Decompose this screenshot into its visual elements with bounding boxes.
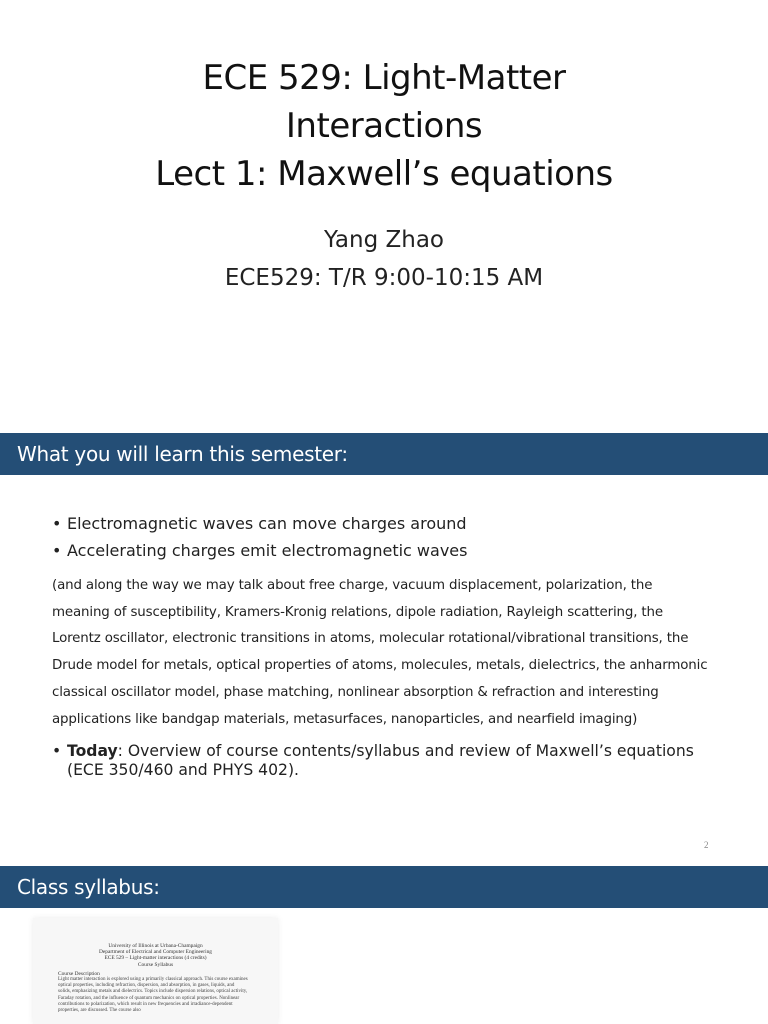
bullet-text: • Electromagnetic waves can move charges around — [52, 514, 732, 534]
today-label: Today — [67, 742, 118, 760]
slide-banner-learn: What you will learn this semester: — [0, 433, 768, 475]
topics-paragraph: (and along the way we may talk about free charge, vacuum displacement, polarization, the meaning of susceptibility, Kramers-Kronig relations, dipole radiation, Rayleigh scattering, the Lorentz oscillator, electronic transitions in atoms, molecular rotational/vibrational transitions, the Drude model for metals, optical properties of atoms, molecules, metals, dielectrics, the anharmonic classical oscillator model, phase matching, nonlinear absorption & refraction and interesting applications like bandgap materials, metasurfaces, nanoparticles, and nearfield imaging) — [52, 578, 708, 727]
today-bullet-text — [52, 742, 732, 780]
syllabus-header-line: Department of Electrical and Computer Engineering — [98, 949, 212, 956]
class-schedule: ECE529: T/R 9:00-10:15 AM — [224, 265, 544, 291]
title-line-2: Interactions — [285, 106, 483, 146]
syllabus-description-title: Course Description — [58, 970, 100, 977]
page-number: 2 — [704, 840, 709, 850]
title-line-3: Lect 1: Maxwell’s equations — [155, 154, 613, 194]
title-line-1: ECE 529: Light-Matter — [202, 58, 566, 98]
slide-banner-syllabus: Class syllabus: — [0, 866, 768, 908]
bullet-text: • Accelerating charges emit electromagnetic waves — [52, 541, 732, 561]
syllabus-document-thumbnail — [33, 918, 278, 1024]
today-description: : Overview of course contents/syllabus and review of Maxwell’s equations (ECE 350/460 and PHYS 402). — [67, 742, 694, 779]
bullet-item-1 — [52, 514, 732, 534]
slide-title — [0, 54, 768, 198]
today-bullet — [52, 742, 732, 780]
syllabus-header-line: University of Illinois at Urbana-Champaign — [108, 943, 203, 949]
title-slide — [0, 0, 768, 432]
syllabus-header-line: ECE 529 – Light-matter interactions (4 credits) — [104, 955, 207, 962]
author-name: Yang Zhao — [324, 227, 444, 253]
syllabus-header-line: Course Syllabus — [137, 961, 174, 968]
syllabus-header — [33, 943, 278, 968]
syllabus-description: Light matter interaction is explored using a primarily classical approach. This course examines optical properties, including refraction, dispersion, and absorption, in gases, liquids, and solids, emphasizing metals and dielectrics. Topics include dispersion relations, optical activity, Faraday rotation, and the influence of quantum mechanics on optical properties. Nonlinear contributions to polarization, which result in new frequencies and irradiance-dependent properties, are discussed. The course also — [58, 977, 248, 1014]
bullet-item-2 — [52, 541, 732, 561]
